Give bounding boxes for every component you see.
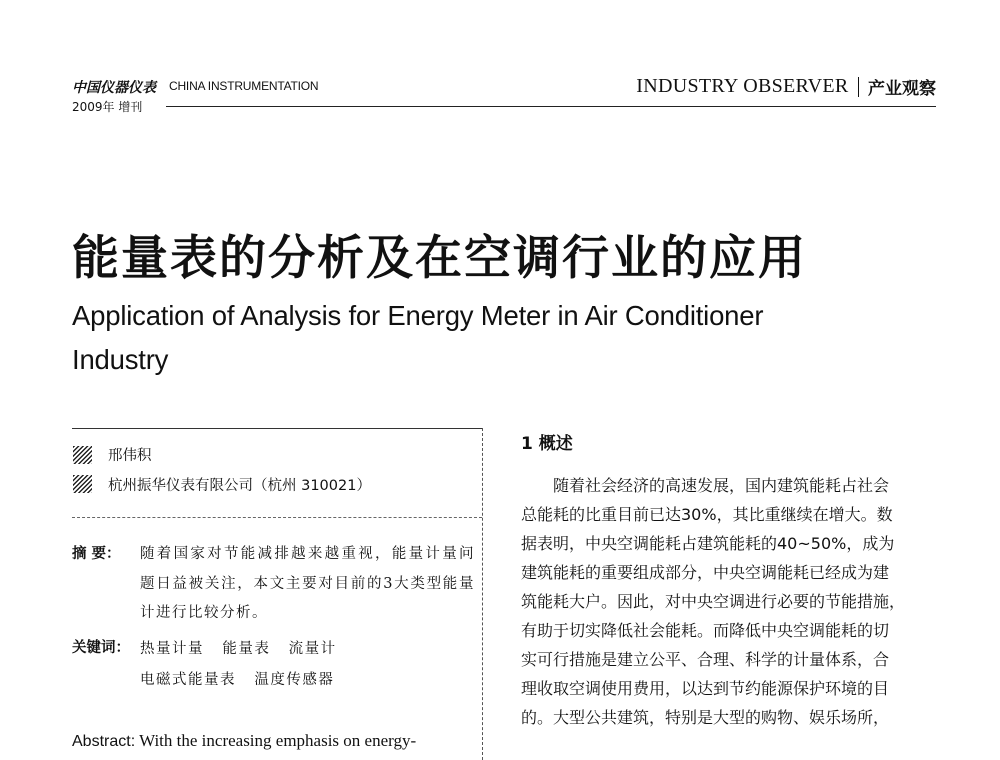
section-heading: 1 概述 [521, 434, 573, 454]
abstract-box-top-rule [72, 428, 482, 429]
journal-issue: 2009年 增刊 [72, 100, 143, 114]
summary-label: 摘 要： [72, 545, 121, 562]
affiliation-marker-icon [73, 475, 92, 493]
column-divider [482, 428, 483, 760]
abstract-en [72, 731, 416, 751]
keywords-line: 热量计量 能量表 流量计 [140, 641, 337, 657]
column-name-en: INDUSTRY OBSERVER [636, 75, 849, 97]
author-affiliation: 杭州振华仪表有限公司（杭州 310021） [108, 478, 371, 494]
section-body [521, 471, 938, 732]
keywords-label: 关键词： [72, 639, 130, 656]
article-title-en: Application of Analysis for Energy Meter in Air Conditioner Industry [72, 300, 764, 375]
column-header [636, 74, 936, 99]
journal-name-cn: 中国仪器仪表 [72, 80, 156, 96]
column-name-cn: 产业观察 [868, 79, 936, 99]
body-line: 有助于切实降低社会能耗。而降低中央空调能耗的切 [521, 621, 890, 640]
journal-name-en: CHINA INSTRUMENTATION [169, 79, 319, 93]
body-line: 建筑能耗的重要组成部分，中央空调能耗已经成为建 [521, 563, 890, 582]
author-marker-icon [73, 446, 92, 464]
header-separator [858, 77, 860, 97]
header-rule [166, 106, 936, 107]
abstract-en-text: With the increasing emphasis on energy- [139, 731, 417, 750]
body-line: 据表明，中央空调能耗占建筑能耗的40~50%，成为 [521, 534, 895, 553]
body-line: 理收取空调使用费用，以达到节约能源保护环境的目 [521, 679, 890, 698]
keywords-list [140, 634, 337, 696]
abstract-box-divider [72, 517, 482, 518]
body-line: 总能耗的比重目前已达30%，其比重继续在增大。数 [521, 505, 893, 524]
author-name: 邢伟积 [108, 448, 152, 464]
summary-text: 随着国家对节能减排越来越重视，能量计量问题日益被关注，本文主要对目前的3大类型能量计进行比较分析。 [140, 546, 475, 621]
body-line: 的。大型公共建筑，特别是大型的购物、娱乐场所， [521, 708, 890, 727]
keywords-line: 电磁式能量表 温度传感器 [140, 672, 335, 688]
abstract-en-label: Abstract: [72, 733, 136, 750]
body-line: 筑能耗大户。因此，对中央空调进行必要的节能措施， [521, 592, 906, 611]
body-line: 实可行措施是建立公平、合理、科学的计量体系，合 [521, 650, 890, 669]
body-line: 随着社会经济的高速发展，国内建筑能耗占社会 [521, 476, 890, 495]
article-title-cn: 能量表的分析及在空调行业的应用 [72, 231, 807, 286]
